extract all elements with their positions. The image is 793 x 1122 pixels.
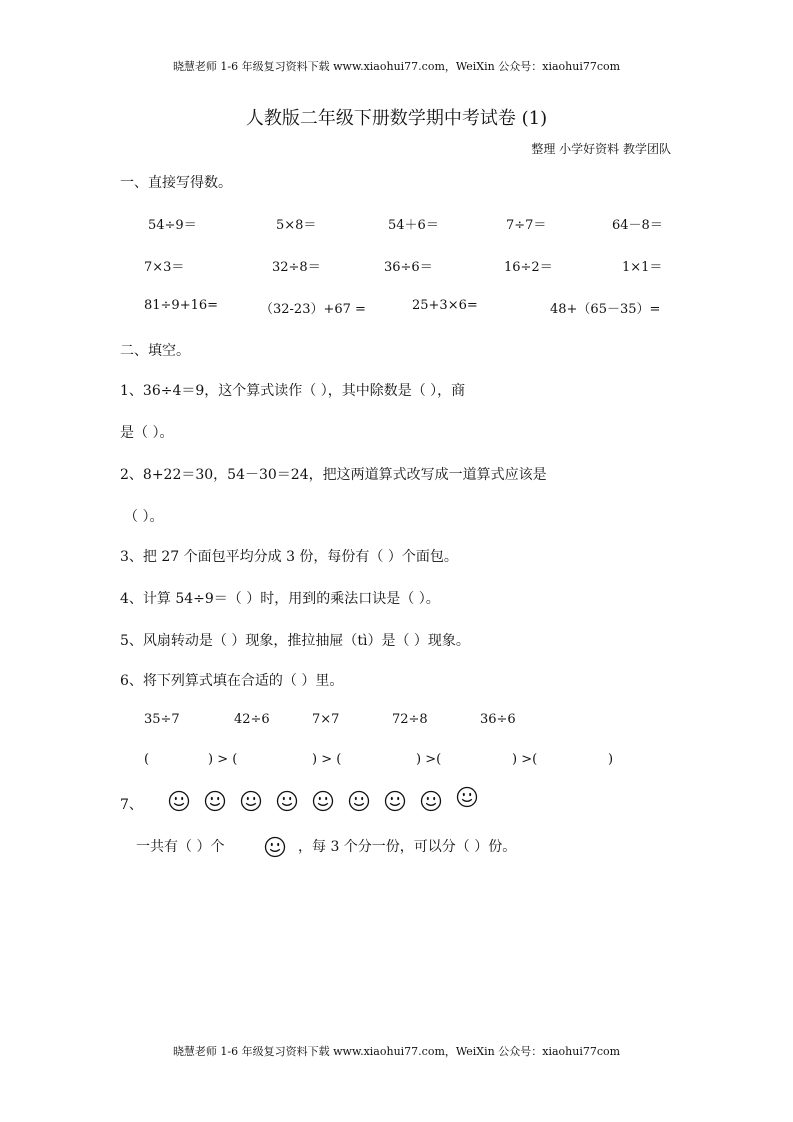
question-1-line2: 是（ ）。 (120, 425, 174, 441)
question-7-text-b: ，每 3 个分一份，可以分（ ）份。 (298, 839, 517, 855)
calc-item: 32÷8＝ (272, 260, 321, 275)
q6-compare-part: ) >( (416, 752, 442, 767)
question-3: 3、把 27 个面包平均分成 3 份，每份有（ ）个面包。 (120, 549, 458, 565)
q6-item: 7×7 (312, 712, 340, 727)
q6-compare-part: ) >( (512, 752, 538, 767)
calc-item: 48+（65－35）= (550, 302, 661, 317)
question-4: 4、计算 54÷9＝（ ）时，用到的乘法口诀是（ ）。 (120, 591, 440, 607)
question-7-text-a: 一共有（ ）个 (136, 839, 225, 855)
q6-compare-part: ( (144, 752, 150, 767)
calc-item: 1×1＝ (622, 260, 663, 275)
calc-item: 36÷6＝ (384, 260, 433, 275)
question-6: 6、将下列算式填在合适的（ ）里。 (120, 673, 344, 689)
calc-item: （32-23）+67 = (260, 302, 366, 317)
calc-item: 81÷9+16= (144, 298, 219, 313)
question-2-line2: （ ）。 (124, 509, 164, 525)
q6-compare-part: ) > ( (312, 752, 342, 767)
q6-compare-part: ) (608, 752, 614, 767)
calc-item: 54＋6＝ (388, 218, 439, 233)
smiley-face-icon (276, 790, 298, 812)
smiley-face-icon (240, 790, 262, 812)
q6-item: 36÷6 (480, 712, 516, 727)
page-header: 晓慧老师 1-6 年级复习资料下载 www.xiaohui77.com，WeiXin 公众号：xiaohui77com (172, 60, 621, 73)
smiley-face-icon (312, 790, 334, 812)
question-1-line1: 1、36÷4＝9，这个算式读作（ ），其中除数是（ ），商 (120, 383, 466, 399)
q6-item: 72÷8 (392, 712, 428, 727)
question-7-label: 7、 (120, 797, 143, 813)
q6-compare-part: ) > ( (208, 752, 238, 767)
page-title: 人教版二年级下册数学期中考试卷 (1) (245, 108, 548, 129)
smiley-face-icon (384, 790, 406, 812)
question-5: 5、风扇转动是（ ）现象，推拉抽屉（tì）是（ ）现象。 (120, 633, 470, 649)
section1-heading: 一、直接写得数。 (120, 175, 232, 191)
section2-heading: 二、填空。 (120, 343, 190, 359)
q6-item: 42÷6 (234, 712, 270, 727)
smiley-face-icon (348, 790, 370, 812)
calc-item: 25+3×6= (412, 298, 478, 313)
smiley-face-icon (204, 790, 226, 812)
page-footer: 晓慧老师 1-6 年级复习资料下载 www.xiaohui77.com，WeiXin 公众号：xiaohui77com (172, 1045, 621, 1058)
smiley-face-icon (168, 790, 190, 812)
q6-item: 35÷7 (144, 712, 180, 727)
smiley-face-icon (264, 836, 286, 858)
calc-item: 64－8＝ (612, 218, 663, 233)
smiley-face-icon (420, 790, 442, 812)
question-2-line1: 2、8+22＝30，54－30＝24，把这两道算式改写成一道算式应该是 (120, 467, 547, 483)
calc-item: 16÷2＝ (504, 260, 553, 275)
calc-item: 54÷9＝ (148, 218, 197, 233)
smiley-face-icon (456, 786, 478, 808)
credit-line: 整理 小学好资料 教学团队 (531, 142, 671, 156)
calc-item: 7÷7＝ (506, 218, 547, 233)
calc-item: 7×3＝ (144, 260, 185, 275)
calc-item: 5×8＝ (276, 218, 317, 233)
